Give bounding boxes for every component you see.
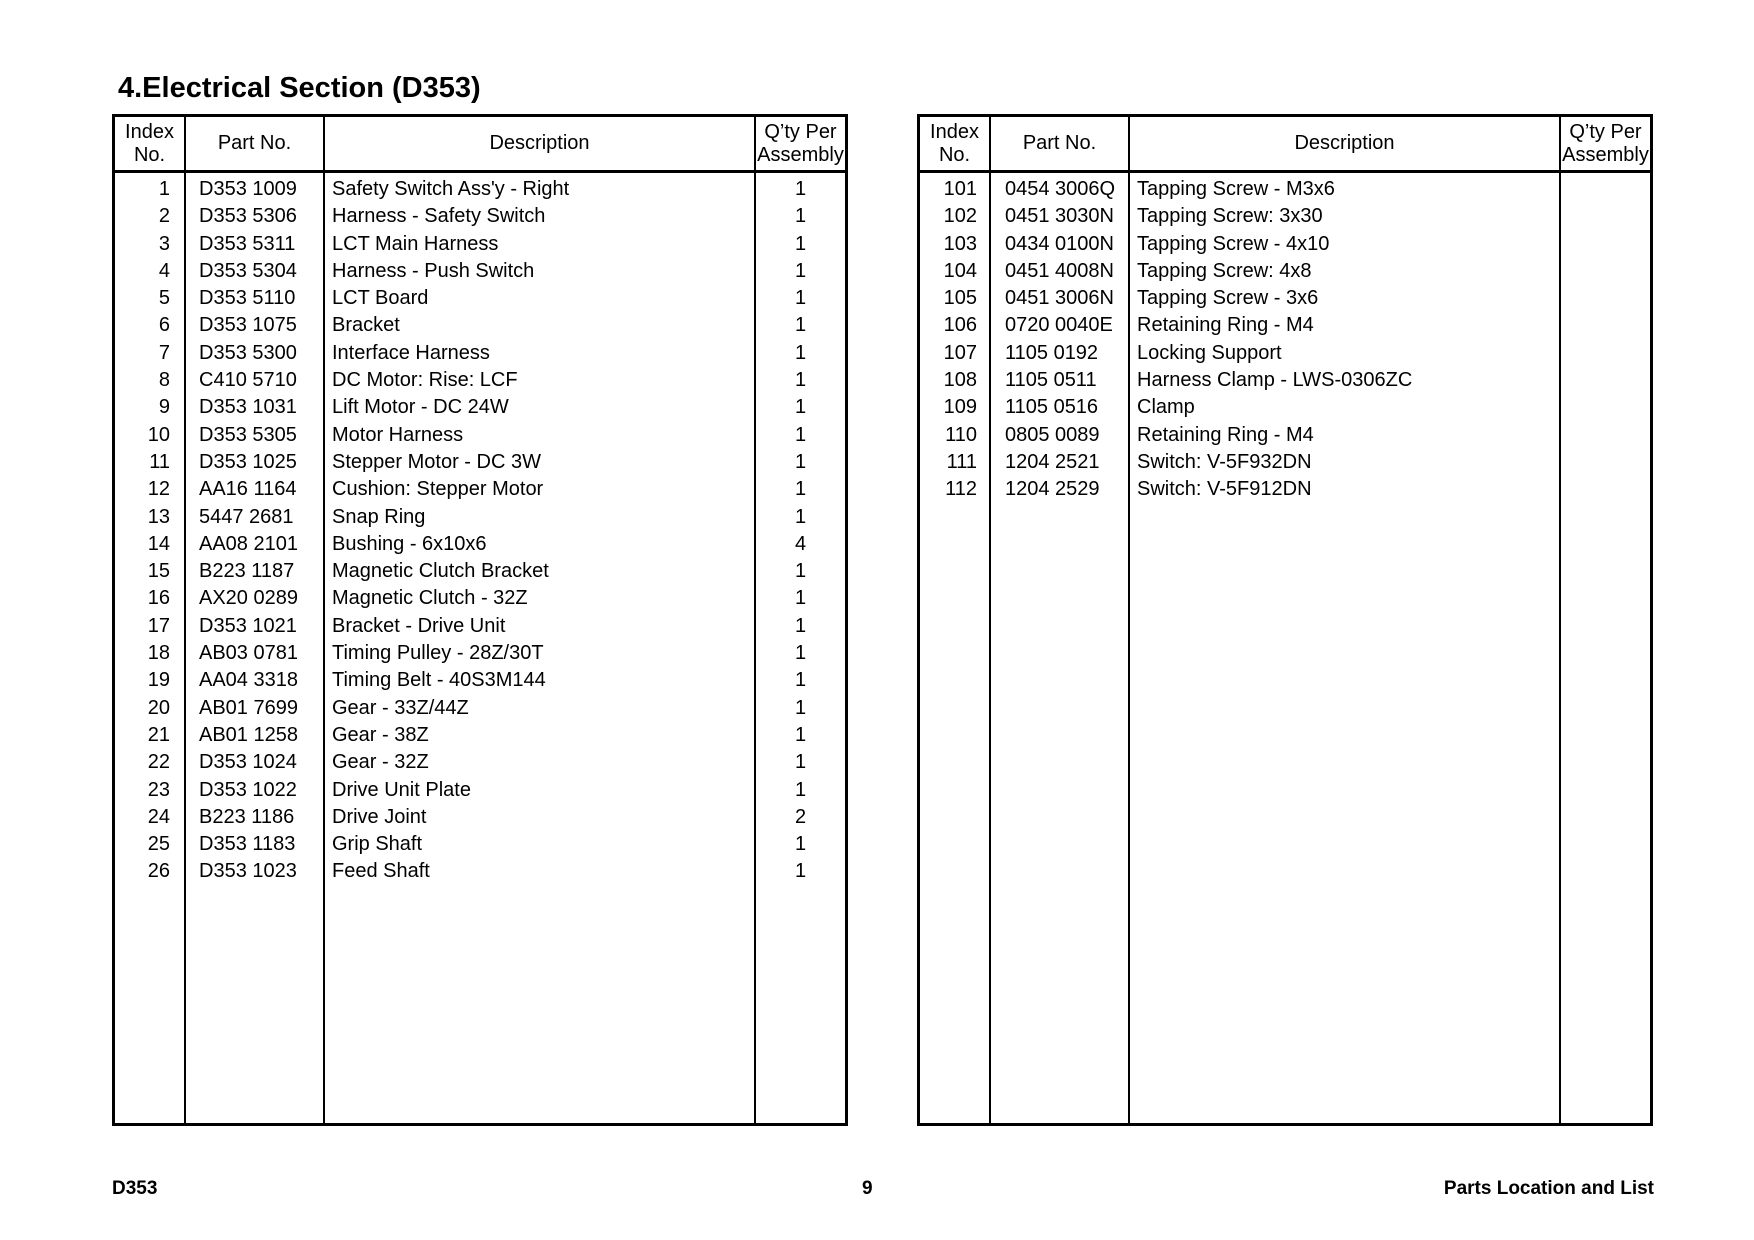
description-cell: Gear - 33Z/44Z — [332, 696, 469, 719]
qty-cell — [1561, 285, 1650, 312]
part-no-cell: 0451 4008N — [1005, 259, 1114, 282]
index-cell: 19 — [147, 669, 170, 692]
part-no-header: Part No. — [186, 117, 323, 173]
qty-cell — [1561, 422, 1650, 449]
index-cell: 109 — [943, 396, 977, 419]
description-column — [323, 117, 754, 1123]
qty-cell: 1 — [794, 450, 807, 473]
index-cell: 108 — [943, 369, 977, 392]
qty-cell — [1561, 476, 1650, 503]
index-cells — [115, 173, 184, 886]
qty-column — [1559, 117, 1650, 1123]
description-cells — [1130, 173, 1559, 504]
index-cell: 24 — [147, 805, 170, 828]
qty-cell: 1 — [794, 560, 807, 583]
index-cell: 106 — [943, 314, 977, 337]
index-cell: 102 — [943, 205, 977, 228]
qty-cell: 1 — [794, 860, 807, 883]
index-cell: 11 — [149, 450, 170, 473]
index-cell: 16 — [147, 587, 170, 610]
part-no-cell: C410 5710 — [199, 369, 297, 392]
part-no-cell: D353 1025 — [199, 450, 297, 473]
index-column — [920, 117, 989, 1123]
index-cells — [920, 173, 989, 504]
description-cell: Magnetic Clutch - 32Z — [332, 587, 528, 610]
index-cell: 8 — [158, 369, 170, 392]
description-cell: Drive Joint — [332, 805, 427, 828]
qty-cell: 1 — [794, 723, 807, 746]
qty-cell: 1 — [794, 478, 807, 501]
part-no-cell: 1204 2529 — [1005, 478, 1100, 501]
index-cell: 3 — [158, 232, 170, 255]
part-no-cell: 0451 3006N — [1005, 287, 1114, 310]
part-no-cell: D353 5300 — [199, 341, 297, 364]
qty-cell: 2 — [794, 805, 807, 828]
description-cell: Bracket — [332, 314, 400, 337]
footer-model: D353 — [112, 1178, 158, 1199]
description-cell: Harness - Push Switch — [332, 259, 535, 282]
description-cell: Clamp — [1137, 396, 1195, 419]
qty-cell: 1 — [794, 423, 807, 446]
description-cell: Tapping Screw: 3x30 — [1137, 205, 1323, 228]
qty-cell — [1561, 449, 1650, 476]
part-no-cell: AB01 7699 — [199, 696, 298, 719]
parts-table-right — [917, 114, 1653, 1126]
index-cell: 112 — [945, 478, 977, 501]
description-cell: Magnetic Clutch Bracket — [332, 560, 549, 583]
part-no-column — [989, 117, 1128, 1123]
part-no-cell: D353 1021 — [199, 614, 297, 637]
qty-column — [754, 117, 845, 1123]
index-cell: 26 — [147, 860, 170, 883]
index-header: Index No. — [920, 117, 989, 173]
parts-table-left — [112, 114, 848, 1126]
description-cell: LCT Board — [332, 287, 429, 310]
description-cell: Retaining Ring - M4 — [1137, 423, 1314, 446]
part-no-cell: D353 1031 — [199, 396, 297, 419]
description-cell: Harness Clamp - LWS-0306ZC — [1137, 369, 1413, 392]
part-no-cell: AB03 0781 — [199, 642, 298, 665]
index-cell: 4 — [158, 259, 170, 282]
qty-cell: 1 — [794, 369, 807, 392]
description-cell: Motor Harness — [332, 423, 464, 446]
index-column — [115, 117, 184, 1123]
part-no-cells — [991, 173, 1128, 504]
part-no-cell: AB01 1258 — [199, 723, 298, 746]
description-cell: Tapping Screw - 4x10 — [1137, 232, 1330, 255]
description-cell: Tapping Screw: 4x8 — [1137, 259, 1312, 282]
index-cell: 7 — [158, 341, 170, 364]
index-cell: 13 — [147, 505, 170, 528]
part-no-cell: 0720 0040E — [1005, 314, 1113, 337]
qty-cell: 1 — [794, 833, 807, 856]
part-no-cell: D353 1022 — [199, 778, 297, 801]
qty-cell — [1561, 394, 1650, 421]
description-cell: Feed Shaft — [332, 860, 430, 883]
qty-cell: 1 — [794, 587, 807, 610]
description-cell: Switch: V-5F912DN — [1137, 478, 1312, 501]
qty-cell — [1561, 258, 1650, 285]
description-cell: Locking Support — [1137, 341, 1282, 364]
part-no-cell: AA04 3318 — [199, 669, 298, 692]
description-cell: Interface Harness — [332, 341, 490, 364]
index-header: Index No. — [115, 117, 184, 173]
qty-cell: 1 — [794, 259, 807, 282]
index-cell: 10 — [147, 423, 170, 446]
description-cells — [325, 173, 754, 886]
qty-cell: 4 — [794, 532, 807, 555]
index-cell: 101 — [943, 178, 977, 200]
qty-cell: 1 — [794, 642, 807, 665]
description-cell: Switch: V-5F932DN — [1137, 450, 1312, 473]
part-no-cell: D353 5306 — [199, 205, 297, 228]
qty-cell — [1561, 312, 1650, 339]
qty-cell: 1 — [794, 314, 807, 337]
qty-header: Q’ty Per Assembly — [1561, 117, 1650, 173]
qty-cell: 1 — [794, 614, 807, 637]
part-no-cell: 1105 0516 — [1005, 396, 1099, 419]
qty-cell: 1 — [794, 232, 807, 255]
part-no-cell: D353 1009 — [199, 178, 297, 200]
part-no-column — [184, 117, 323, 1123]
footer-section-title: Parts Location and List — [1443, 1178, 1654, 1199]
description-cell: Gear - 32Z — [332, 751, 429, 774]
part-no-cell: D353 1023 — [199, 860, 297, 883]
part-no-cells — [186, 173, 323, 886]
part-no-cell: D353 5110 — [199, 287, 296, 310]
qty-cells — [756, 173, 845, 886]
index-cell: 15 — [147, 560, 170, 583]
qty-header: Q’ty Per Assembly — [756, 117, 845, 173]
part-no-cell: D353 5305 — [199, 423, 297, 446]
index-cell: 6 — [158, 314, 170, 337]
qty-cell — [1561, 203, 1650, 230]
index-cell: 25 — [147, 833, 170, 856]
part-no-cell: D353 5304 — [199, 259, 297, 282]
description-cell: Bracket - Drive Unit — [332, 614, 506, 637]
part-no-cell: B223 1186 — [199, 805, 295, 828]
qty-cell — [1561, 231, 1650, 258]
description-cell: Timing Pulley - 28Z/30T — [332, 642, 544, 665]
part-no-cell: D353 1024 — [199, 751, 297, 774]
part-no-cell: D353 1075 — [199, 314, 297, 337]
description-cell: Bushing - 6x10x6 — [332, 532, 487, 555]
index-cell: 9 — [158, 396, 170, 419]
description-cell: DC Motor: Rise: LCF — [332, 369, 518, 392]
description-cell: LCT Main Harness — [332, 232, 499, 255]
description-header: Description — [325, 117, 754, 173]
qty-cell: 1 — [794, 287, 807, 310]
description-column — [1128, 117, 1559, 1123]
description-cell: Tapping Screw - M3x6 — [1137, 178, 1335, 200]
index-cell: 107 — [943, 341, 977, 364]
description-cell: Timing Belt - 40S3M144 — [332, 669, 546, 692]
qty-cell — [1561, 340, 1650, 367]
part-no-cell: 0434 0100N — [1005, 232, 1114, 255]
part-no-cell: 5447 2681 — [199, 505, 294, 528]
part-no-cell: D353 1183 — [199, 833, 296, 856]
part-no-cell: 1204 2521 — [1005, 450, 1100, 473]
index-cell: 103 — [943, 232, 977, 255]
index-cell: 2 — [158, 205, 170, 228]
description-cell: Harness - Safety Switch — [332, 205, 546, 228]
description-cell: Stepper Motor - DC 3W — [332, 450, 541, 473]
qty-cell: 1 — [794, 178, 807, 200]
description-cell: Grip Shaft — [332, 833, 423, 856]
part-no-cell: AA08 2101 — [199, 532, 298, 555]
qty-cell — [1561, 176, 1650, 203]
index-cell: 21 — [147, 723, 170, 746]
qty-cell — [1561, 367, 1650, 394]
index-cell: 104 — [943, 259, 977, 282]
description-cell: Cushion: Stepper Motor — [332, 478, 544, 501]
page-title: 4.Electrical Section (D353) — [118, 72, 481, 104]
qty-cell: 1 — [794, 205, 807, 228]
index-cell: 18 — [147, 642, 170, 665]
index-cell: 20 — [147, 696, 170, 719]
part-no-header: Part No. — [991, 117, 1128, 173]
qty-cell: 1 — [794, 505, 807, 528]
index-cell: 111 — [946, 450, 977, 473]
part-no-cell: 1105 0511 — [1005, 369, 1097, 392]
index-cell: 5 — [158, 287, 170, 310]
part-no-cell: 0451 3030N — [1005, 205, 1114, 228]
part-no-cell: 1105 0192 — [1005, 341, 1099, 364]
qty-cell: 1 — [794, 696, 807, 719]
index-cell: 12 — [147, 478, 170, 501]
index-cell: 105 — [943, 287, 977, 310]
qty-cell: 1 — [794, 751, 807, 774]
part-no-cell: 0805 0089 — [1005, 423, 1100, 446]
index-cell: 1 — [158, 178, 170, 200]
part-no-cell: D353 5311 — [199, 232, 296, 255]
part-no-cell: AX20 0289 — [199, 587, 298, 610]
description-cell: Tapping Screw - 3x6 — [1137, 287, 1319, 310]
description-cell: Drive Unit Plate — [332, 778, 471, 801]
part-no-cell: B223 1187 — [199, 560, 295, 583]
index-cell: 110 — [945, 423, 977, 446]
description-cell: Safety Switch Ass'y - Right — [332, 178, 570, 200]
index-cell: 22 — [147, 751, 170, 774]
qty-cells — [1561, 173, 1650, 504]
description-header: Description — [1130, 117, 1559, 173]
description-cell: Snap Ring — [332, 505, 426, 528]
part-no-cell: AA16 1164 — [199, 478, 297, 501]
part-no-cell: 0454 3006Q — [1005, 178, 1116, 200]
description-cell: Retaining Ring - M4 — [1137, 314, 1314, 337]
qty-cell: 1 — [794, 341, 807, 364]
footer-page-number: 9 — [862, 1178, 873, 1199]
index-cell: 14 — [147, 532, 170, 555]
description-cell: Lift Motor - DC 24W — [332, 396, 509, 419]
index-cell: 23 — [147, 778, 170, 801]
index-cell: 17 — [147, 614, 170, 637]
qty-cell: 1 — [794, 778, 807, 801]
qty-cell: 1 — [794, 669, 807, 692]
qty-cell: 1 — [794, 396, 807, 419]
description-cell: Gear - 38Z — [332, 723, 429, 746]
